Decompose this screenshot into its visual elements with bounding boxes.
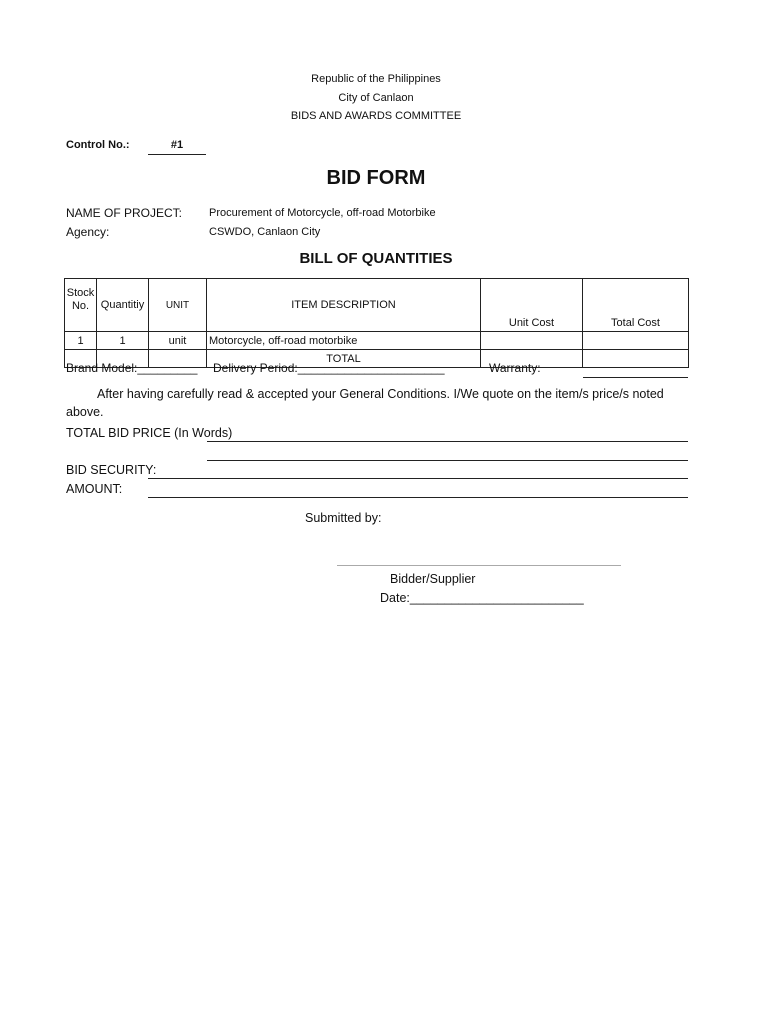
delivery-period-field[interactable]: Delivery Period:______________________ — [213, 361, 445, 375]
header-city: City of Canlaon — [338, 92, 414, 104]
amount-line[interactable] — [148, 497, 688, 498]
cell-total-label: TOTAL — [207, 350, 481, 368]
boq-title: BILL OF QUANTITIES — [299, 250, 453, 267]
table-header-row — [65, 279, 689, 332]
warranty-underline[interactable] — [583, 377, 688, 378]
cell-stock-no: 1 — [65, 332, 97, 350]
header-republic: Republic of the Philippines — [311, 73, 441, 85]
amount-label: AMOUNT: — [66, 482, 123, 496]
statement-line2: above. — [66, 405, 104, 419]
agency-label: Agency: — [66, 225, 110, 239]
total-bid-price-label: TOTAL BID PRICE (In Words) — [66, 426, 233, 440]
cell-total-cost[interactable] — [583, 332, 689, 350]
submitted-by-label: Submitted by: — [305, 511, 382, 525]
cell-quantity: 1 — [97, 332, 149, 350]
cell-unit-cost[interactable] — [481, 332, 583, 350]
project-name-label: NAME OF PROJECT: — [66, 206, 183, 220]
header-unit-cost: Unit Cost — [481, 279, 583, 332]
header-total-cost: Total Cost — [583, 279, 689, 332]
bill-of-quantities-table — [64, 278, 689, 368]
warranty-label: Warranty: — [489, 361, 541, 375]
total-bid-price-line-2[interactable] — [207, 460, 688, 461]
table-row — [65, 332, 689, 350]
control-label: Control No.: — [66, 139, 130, 151]
statement-line1: After having carefully read & accepted your General Conditions. I/We quote on the item/s price/s noted — [97, 387, 664, 401]
bidder-supplier-label: Bidder/Supplier — [390, 572, 476, 586]
control-underline — [148, 154, 206, 155]
page-title: BID FORM — [326, 167, 426, 189]
bid-security-label: BID SECURITY: — [66, 463, 157, 477]
header-stock-no: Stock No. — [65, 279, 97, 332]
signature-line[interactable] — [337, 565, 621, 566]
brand-model-field[interactable]: Brand Model:_________ — [66, 361, 198, 375]
cell-item-description: Motorcycle, off-road motorbike — [207, 332, 481, 350]
cell-total-amount[interactable] — [583, 350, 689, 368]
date-field[interactable]: Date:_________________________ — [380, 591, 584, 605]
header-item-description: ITEM DESCRIPTION — [207, 279, 481, 332]
cell-unit: unit — [149, 332, 207, 350]
project-name-value: Procurement of Motorcycle, off-road Motorbike — [209, 207, 436, 219]
header-quantity: Quantitiy — [97, 279, 149, 332]
header-committee: BIDS AND AWARDS COMMITTEE — [290, 110, 462, 122]
total-bid-price-line-1[interactable] — [207, 441, 688, 442]
header-unit: UNIT — [149, 279, 207, 332]
agency-value: CSWDO, Canlaon City — [209, 226, 321, 238]
bid-security-line[interactable] — [148, 478, 688, 479]
control-value: #1 — [170, 139, 184, 151]
